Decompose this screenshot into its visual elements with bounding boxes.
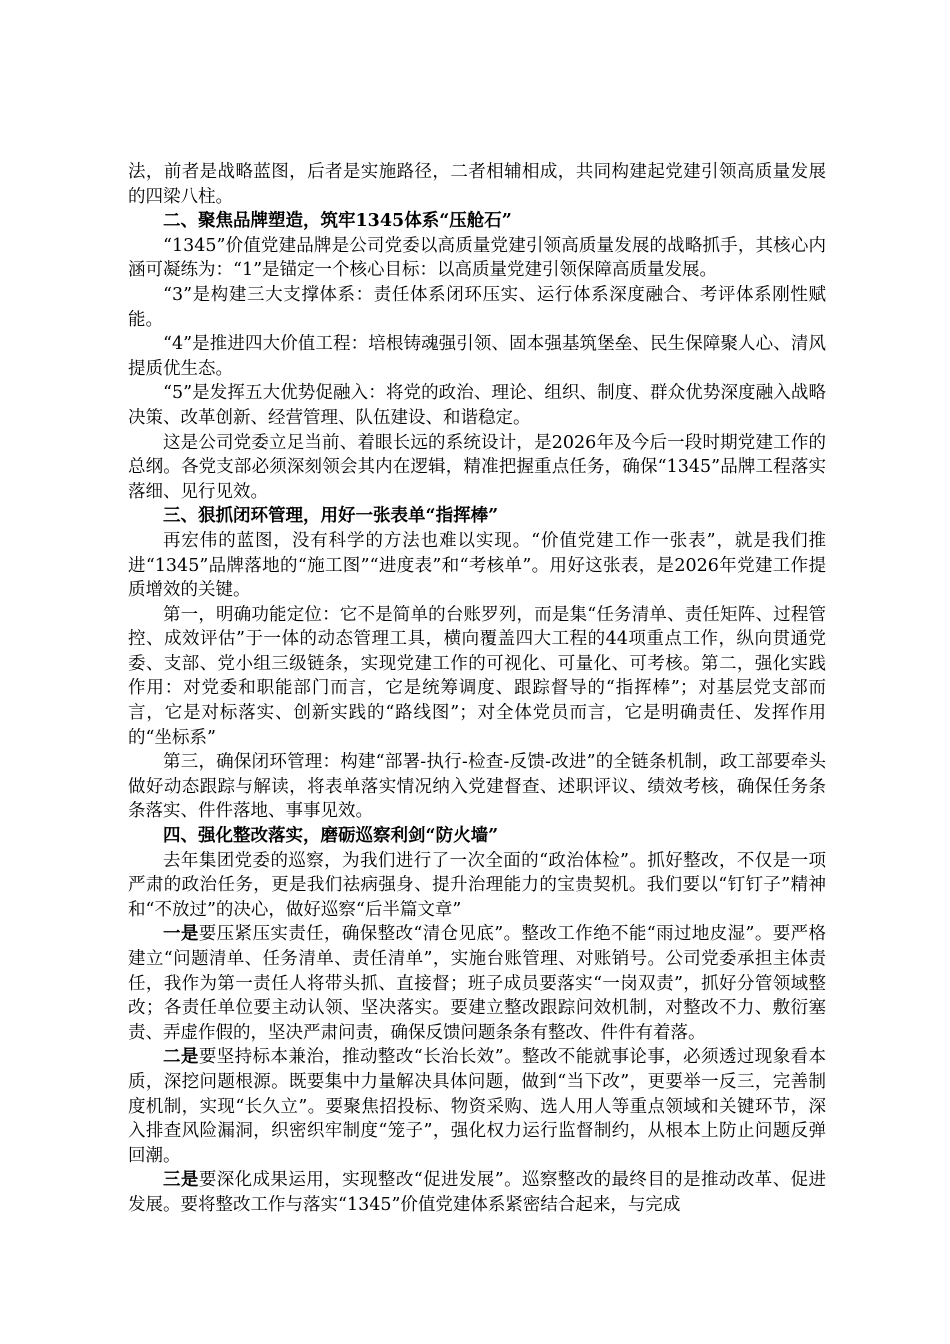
paragraph: “3”是构建三大支撑体系：责任体系闭环压实、运行体系深度融合、考评体系刚性赋能。	[128, 284, 826, 330]
paragraph: 第一，明确功能定位：它不是简单的台账罗列，而是集“任务清单、责任矩阵、过程管控、成效评估”于一体的动态管理工具，横向覆盖四大工程的44项重点工作，纵向贯通党委、支部、党小组三级链条，实现党建工作的可视化、可量化、可考核。第二，强化实践作用：对党委和职能部门而言，它是统筹调度、跟踪督导的“指挥棒”；对基层党支部而言，它是对标落实、创新实践的“路线图”；对全体党员而言，它是明确责任、发挥作用的“坐标系”	[128, 604, 826, 748]
paragraph: 再宏伟的蓝图，没有科学的方法也难以实现。“价值党建工作一张表”，就是我们推进“1345”品牌落地的“施工图”“进度表”和“考核单”。用好这张表，是2026年党建工作提质增效的关键。	[128, 530, 826, 601]
section-heading-2: 二、聚焦品牌塑造，筑牢1345体系“压舱石”	[163, 211, 512, 232]
section-heading-3: 三、狠抓闭环管理，用好一张表单“指挥棒”	[163, 506, 499, 527]
paragraph: 第三，确保闭环管理：构建“部署-执行-检查-反馈-改进”的全链条机制，政工部要牵头做好动态跟踪与解读，将表单落实情况纳入党建督查、述职评议、绩效考核，确保任务条条落实、件件落地、事事见效。	[128, 752, 826, 822]
paragraph: 这是公司党委立足当前、着眼长远的系统设计，是2026年及今后一段时期党建工作的总纲。各党支部必须深刻领会其内在逻辑，精准把握重点任务，确保“1345”品牌工程落实落细、见行见效。	[128, 432, 826, 502]
point-text: 要压紧压实责任，确保整改“清仓见底”。整改工作绝不能“雨过地皮湿”。要严格建立“问题清单、任务清单、责任清单”，实施台账管理、对账销号。公司党委承担主体责任，我作为第一责任人将带头抓、直接督；班子成员要落实“一岗双责”，抓好分管领域整改；各责任单位要主动认领、坚决落实。要建立整改跟踪问效机制，对整改不力、敷衍塞责、弄虚作假的，坚决严肃问责，确保反馈问题条条有整改、件件有着落。	[128, 924, 826, 1043]
document-page	[128, 160, 826, 1218]
point-lead: 二是	[163, 1047, 199, 1068]
section-heading-4: 四、强化整改落实，磨砺巡察利剑“防火墙”	[163, 826, 499, 847]
point-lead: 一是	[163, 924, 199, 945]
point-text: 要深化成果运用，实现整改“促进发展”。巡察整改的最终目的是推动改革、促进发展。要将整改工作与落实“1345”价值党建体系紧密结合起来，与完成	[128, 1170, 827, 1215]
point-text: 要坚持标本兼治，推动整改“长治长效”。整改不能就事论事，必须透过现象看本质，深挖问题根源。既要集中力量解决具体问题，做到“当下改”，更要举一反三，完善制度机制，实现“长久立”。要聚焦招投标、物资采购、选人用人等重点领域和关键环节，深入排查风险漏洞，织密织牢制度“笼子”，强化权力运行监督制约，从根本上防止问题反弹回潮。	[128, 1047, 827, 1166]
paragraph: “1345”价值党建品牌是公司党委以高质量党建引领高质量发展的战略抓手，其核心内涵可凝练为：“1”是锚定一个核心目标：以高质量党建引领保障高质量发展。	[128, 235, 826, 281]
paragraph: “5”是发挥五大优势促融入：将党的政治、理论、组织、制度、群众优势深度融入战略决策、改革创新、经营管理、队伍建设、和谐稳定。	[128, 383, 826, 428]
paragraph	[128, 922, 826, 1045]
paragraph-continuation: 法，前者是战略蓝图，后者是实施路径，二者相辅相成，共同构建起党建引领高质量发展的四梁八柱。	[128, 162, 826, 207]
paragraph	[128, 1045, 826, 1168]
paragraph	[128, 1168, 826, 1217]
point-lead: 三是	[163, 1170, 199, 1191]
paragraph: “4”是推进四大价值工程：培根铸魂强引领、固本强基筑堡垒、民生保障聚人心、清风提质优生态。	[128, 334, 826, 379]
paragraph: 去年集团党委的巡察，为我们进行了一次全面的“政治体检”。抓好整改，不仅是一项严肃的政治任务，更是我们祛病强身、提升治理能力的宝贵契机。我们要以“钉钉子”精神和“不放过”的决心，做好巡察“后半篇文章”	[128, 850, 826, 920]
